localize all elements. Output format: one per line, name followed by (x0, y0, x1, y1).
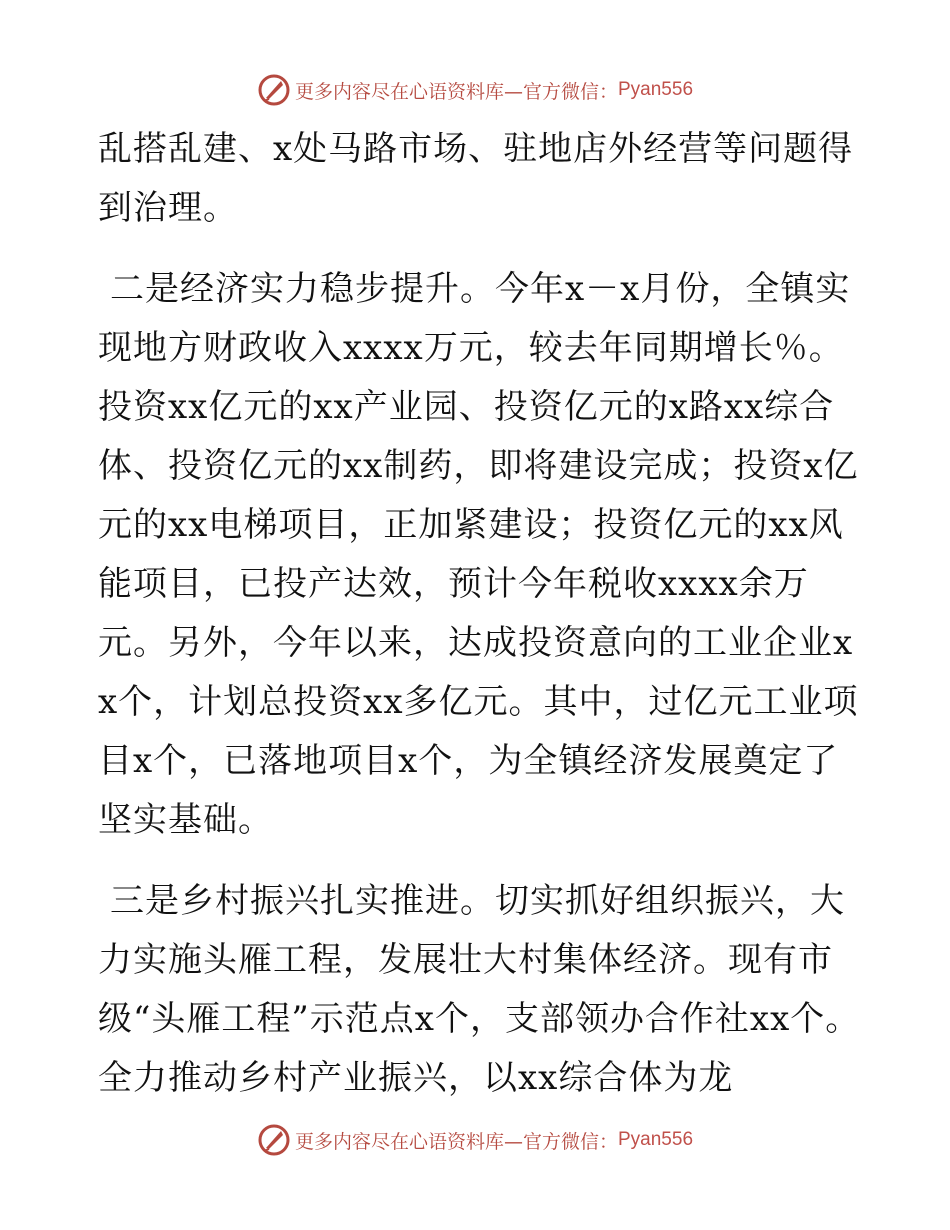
watermark-separator-text: —官方微信： (503, 80, 618, 103)
watermark-main-text: 更多内容尽在心语资料库 (294, 1130, 504, 1153)
quill-logo-icon (257, 1123, 291, 1157)
watermark-handle: Pyan556 (618, 79, 694, 100)
paragraph-rural-revitalization: 三是乡村振兴扎实推进。切实抓好组织振兴，大力实施头雁工程，发展壮大村集体经济。现有市级“头雁工程”示范点x个，支部领办合作社xx个。全力推动乡村产业振兴，以xx综合体为龙 (98, 881, 861, 1098)
watermark-main-text: 更多内容尽在心语资料库 (294, 80, 504, 103)
watermark-separator-text: —官方微信： (503, 1130, 618, 1153)
watermark-handle: Pyan556 (618, 1129, 694, 1150)
footer-watermark (0, 1120, 950, 1160)
quill-logo-icon (257, 73, 291, 107)
paragraph-continuation: 乱搭乱建、x处马路市场、驻地店外经营等问题得到治理。 (98, 129, 854, 228)
header-watermark (0, 70, 950, 110)
paragraph-economy: 二是经济实力稳步提升。今年x－x月份，全镇实现地方财政收入xxxx万元，较去年同期增长％。投资xx亿元的xx产业园、投资亿元的x路xx综合体、投资亿元的xx制药，即将建设完成；投资x亿元的xx电梯项目，正加紧建设；投资亿元的xx风能项目，已投产达效，预计今年税收xxxx余万元。另外，今年以来，达成投资意向的工业企业xx个，计划总投资xx多亿元。其中，过亿元工业项目x个，已落地项目x个，为全镇经济发展奠定了坚实基础。 (98, 269, 859, 840)
document-body (98, 120, 868, 1108)
